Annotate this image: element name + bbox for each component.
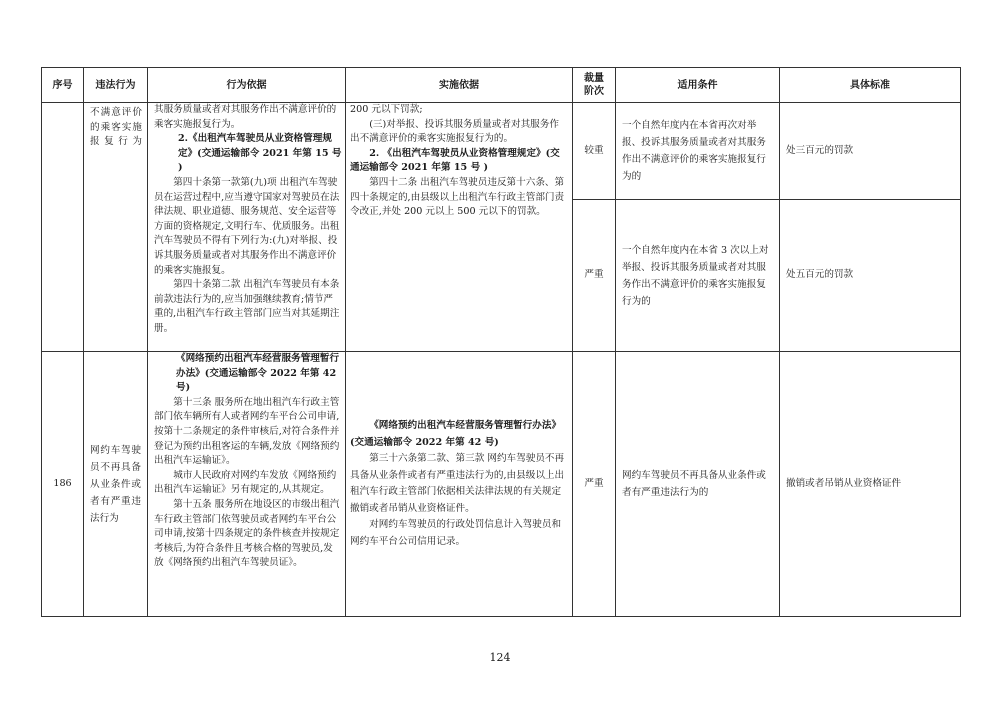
basis-para: 第四十条第一款第(九)项 出租汽车驾驶员在运营过程中,应当遵守国家对驾驶员在法律法规、职业道德、服务规范、安全运营等方面的资格规定,文明行车、优质服务。出租汽车驾驶员不得有下列行为:(九)对举报、投诉其服务质量或者对其服务作出不满意评价的乘客实施报复。 (154, 176, 340, 276)
row2-behavior: 网约车驾驶员不再具备从业条件或者有严重违法行为 (84, 352, 148, 617)
basis-law-title: 《网络预约出租汽车经营服务管理暂行办法》(交通运输部令 2022 年第 42 号) (176, 353, 340, 394)
table-header-row (42, 68, 961, 103)
row1-idx (42, 103, 84, 352)
impl-para: 200 元以下罚款; (350, 104, 423, 115)
header-condition: 适用条件 (616, 68, 780, 103)
row2-standard: 撤销或者吊销从业资格证件 (780, 352, 961, 617)
row1-basis (148, 103, 346, 352)
impl-para: 第四十二条 出租汽车驾驶员违反第十六条、第四十条规定的,由县级以上出租汽车行政主管部门责令改正,并处 200 元以上 500 元以下的罚款。 (350, 176, 565, 218)
basis-para: 第十五条 服务所在地设区的市级出租汽车行政主管部门依驾驶员或者网约车平台公司申请,按第十四条规定的条件核查并按规定考核后,为符合条件且考核合格的驾驶员,发放《网络预约出租汽车驾驶员证》。 (154, 498, 340, 569)
row1-level-serious: 严重 (573, 200, 616, 352)
basis-para: 第四十条第二款 出租汽车驾驶员有本条前款违法行为的,应当加强继续教育;情节严重的,出租汽车行政主管部门应当对其延期注册。 (154, 279, 340, 334)
basis-para: 第十三条 服务所在地出租汽车行政主管部门依车辆所有人或者网约车平台公司申请,按第十二条规定的条件审核后,对符合条件并登记为预约出租客运的车辆,发放《网络预约出租汽车运输证》。 (154, 396, 340, 467)
header-idx: 序号 (42, 68, 84, 103)
basis-law-title: 2.《出租汽车驾驶员从业资格管理规定》(交通运输部令 2021 年第 15 号 ) (178, 133, 342, 174)
basis-para: 城市人民政府对网约车发放《网络预约出租汽车运输证》另有规定的,从其规定。 (154, 469, 337, 496)
row1-level-heavier: 较重 (573, 103, 616, 200)
row2-condition: 网约车驾驶员不再具备从业条件或者有严重违法行为的 (616, 352, 780, 617)
row1-implementation (346, 103, 573, 352)
page-number: 124 (489, 651, 511, 664)
row1-condition-serious: 一个自然年度内在本省 3 次以上对举报、投诉其服务质量或者对其服务作出不满意评价的乘客实施报复行为的 (616, 200, 780, 352)
impl-para: 第三十六条第二款、第三款 网约车驾驶员不再具备从业条件或者有严重违法行为的,由县级以上出租汽车行政主管部门依据相关法律法规的有关规定撤销或者吊销从业资格证件。 (350, 453, 565, 514)
row2-implementation (346, 352, 573, 617)
header-level: 裁量阶次 (573, 68, 616, 103)
row1-condition-heavier: 一个自然年度内在本省再次对举报、投诉其服务质量或者对其服务作出不满意评价的乘客实施报复行为的 (616, 103, 780, 200)
penalty-discretion-table (41, 67, 961, 617)
row2-idx: 186 (42, 352, 84, 617)
impl-para: (三)对举报、投诉其服务质量或者对其服务作出不满意评价的乘客实施报复行为的。 (350, 118, 559, 145)
table-row (42, 103, 961, 200)
row2-level: 严重 (573, 352, 616, 617)
impl-para: 对网约车驾驶员的行政处罚信息计入驾驶员和网约车平台公司信用记录。 (350, 519, 562, 547)
header-standard: 具体标准 (780, 68, 961, 103)
header-basis: 行为依据 (148, 68, 346, 103)
impl-law-title: 2. 《出租汽车驾驶员从业资格管理规定》(交通运输部令 2021 年第 15 号 ) (350, 147, 560, 174)
table-row (42, 352, 961, 617)
header-behavior: 违法行为 (84, 68, 148, 103)
row1-behavior: 不满意评价的乘客实施报复行为 (84, 103, 148, 352)
row2-basis (148, 352, 346, 617)
row1-standard-heavier: 处三百元的罚款 (780, 103, 961, 200)
header-implementation: 实施依据 (346, 68, 573, 103)
row1-standard-serious: 处五百元的罚款 (780, 200, 961, 352)
impl-law-title: 《网络预约出租汽车经营服务管理暂行办法》(交通运输部令 2022 年第 42 号) (350, 420, 562, 448)
basis-para: 其服务质量或者对其服务作出不满意评价的乘客实施报复行为。 (154, 104, 337, 130)
document-page (41, 67, 960, 617)
